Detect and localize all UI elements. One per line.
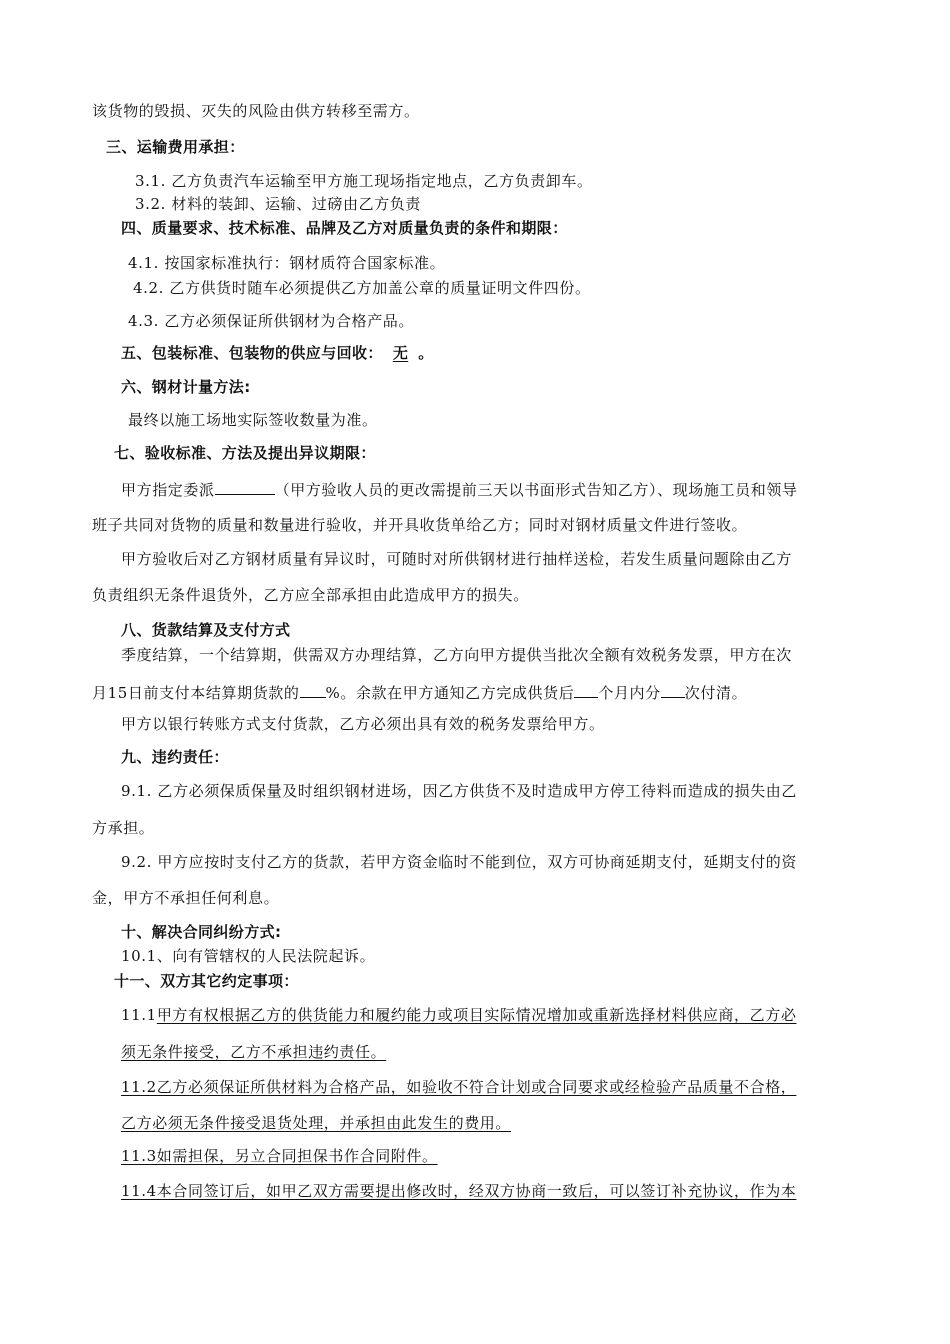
clause-9-2-line1: 9.2. 甲方应按时支付乙方的货款，若甲方资金临时不能到位，双方可协商延期支付，延期支付的资 [121, 853, 797, 871]
clause-6-1: 最终以施工场地实际签收数量为准。 [128, 411, 378, 429]
clause-3-1: 3.1. 乙方负责汽车运输至甲方施工现场指定地点，乙方负责卸车。 [135, 172, 593, 190]
clause-8-1-text-c: 个月内分 [598, 684, 661, 702]
section-10-heading: 十、解决合同纠纷方式: [121, 923, 282, 941]
section-9-heading: 九、违约责任： [121, 748, 229, 766]
clause-8-1-line2 [92, 682, 747, 703]
clause-11-3: 11.3如需担保，另立合同担保书作合同附件。 [121, 1147, 438, 1165]
section-4-heading: 四、质量要求、技术标准、品牌及乙方对质量负责的条件和期限： [121, 219, 568, 237]
clause-11-2-line2: 乙方必须无条件接受退货处理，并承担由此发生的费用。 [121, 1114, 512, 1132]
section-3-heading: 三、运输费用承担： [106, 138, 245, 156]
clause-10-1: 10.1、向有管辖权的人民法院起诉。 [121, 947, 376, 965]
section-5-period: 。 [418, 344, 434, 362]
clause-9-1-line2: 方承担。 [92, 819, 155, 837]
clause-9-2-line2: 金，甲方不承担任何利息。 [92, 889, 280, 907]
section-11-heading: 十一、双方其它约定事项： [114, 972, 299, 990]
months-blank [574, 682, 598, 698]
clause-7-2-line2: 负责组织无条件退货外，乙方应全部承担由此造成甲方的损失。 [92, 586, 529, 604]
clause-8-1-text-a: 月15日前支付本结算期货款的 [92, 684, 300, 702]
clause-7-1-line1 [121, 479, 798, 500]
section-7-heading: 七、验收标准、方法及提出异议期限： [114, 444, 376, 462]
clause-7-1-text-a: 甲方指定委派 [121, 481, 215, 499]
clause-8-1-line1: 季度结算，一个结算期，供需双方办理结算，乙方向甲方提供当批次全额有效税务发票，甲方在次 [121, 646, 792, 664]
installments-blank [661, 682, 685, 698]
clause-7-1-line2: 班子共同对货物的质量和数量进行验收，并开具收货单给乙方；同时对钢材质量文件进行签收。 [92, 516, 748, 534]
risk-transfer-line: 该货物的毁损、灭失的风险由供方转移至需方。 [92, 102, 420, 120]
section-5-heading [121, 343, 434, 363]
clause-11-1-number: 11.1 [121, 1006, 157, 1024]
clause-11-1-line1 [121, 1005, 796, 1025]
clause-11-1-text: 甲方有权根据乙方的供货能力和履约能力或项目实际情况增加或重新选择材料供应商，乙方必 [156, 1006, 797, 1024]
payment-percent-blank [300, 682, 326, 698]
clause-7-1-text-b: （甲方验收人员的更改需提前三天以书面形式告知乙方）、现场施工员和领导 [274, 481, 798, 499]
clause-3-2: 3.2. 材料的装卸、运输、过磅由乙方负责 [135, 195, 421, 213]
clause-11-4-line1: 11.4本合同签订后，如甲乙双方需要提出修改时，经双方协商一致后，可以签订补充协议，作为本 [121, 1182, 797, 1200]
section-6-heading: 六、钢材计量方法: [121, 378, 251, 396]
clause-4-2: 4.2. 乙方供货时随车必须提供乙方加盖公章的质量证明文件四份。 [133, 279, 591, 297]
clause-8-1-text-b: %。余款在甲方通知乙方完成供货后 [325, 684, 575, 702]
clause-8-1-text-d: 次付清。 [684, 684, 748, 702]
section-5-value: 无 [392, 344, 409, 362]
clause-11-1-line2: 须无条件接受，乙方不承担违约责任。 [121, 1043, 387, 1061]
inspector-name-blank [215, 479, 275, 495]
section-8-heading: 八、货款结算及支付方式 [121, 621, 291, 639]
section-5-label: 五、包装标准、包装物的供应与回收： [121, 344, 383, 362]
clause-11-2-line1: 11.2乙方必须保证所供材料为合格产品，如验收不符合计划或合同要求或经检验产品质量不合格， [121, 1078, 797, 1096]
clause-4-3: 4.3. 乙方必须保证所供钢材为合格产品。 [128, 312, 414, 330]
clause-4-1: 4.1. 按国家标准执行：钢材质符合国家标准。 [128, 254, 446, 272]
clause-9-1-line1: 9.1. 乙方必须保质保量及时组织钢材进场，因乙方供货不及时造成甲方停工待料而造成的损失由乙 [121, 782, 797, 800]
clause-8-2: 甲方以银行转账方式支付货款，乙方必须出具有效的税务发票给甲方。 [121, 715, 605, 733]
clause-7-2-line1: 甲方验收后对乙方钢材质量有异议时，可随时对所供钢材进行抽样送检，若发生质量问题除由乙方 [121, 550, 792, 568]
